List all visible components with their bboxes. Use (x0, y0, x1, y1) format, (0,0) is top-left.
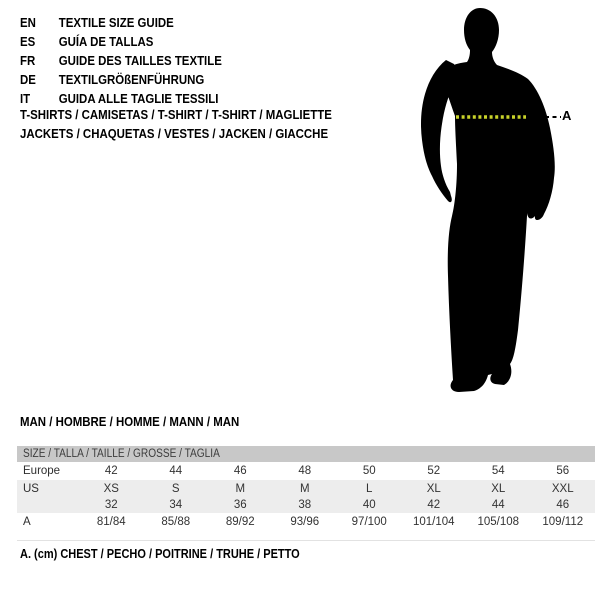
size-cell: 40 (362, 499, 376, 511)
size-table (17, 446, 595, 531)
table-row-us (17, 480, 595, 497)
size-cell: XXL (551, 482, 574, 495)
category-lines (20, 105, 374, 143)
size-cell: M (235, 482, 246, 495)
size-cell: 42 (427, 499, 441, 511)
man-silhouette-icon (398, 4, 568, 394)
size-cell: XL (426, 482, 441, 495)
size-cell: 46 (233, 465, 247, 477)
language-title: TEXTILE SIZE GUIDE (58, 15, 174, 30)
size-cell: XS (103, 482, 119, 495)
language-list (20, 13, 249, 108)
size-cell: 105/108 (477, 516, 520, 528)
category-jackets: JACKETS / CHAQUETAS / VESTES / JACKEN / GIACCHE (20, 126, 329, 141)
size-cell: 109/112 (542, 516, 584, 528)
size-cell: 46 (556, 499, 570, 511)
size-cell: 93/96 (290, 516, 320, 528)
size-cell: 48 (298, 465, 312, 477)
language-code: ES (20, 34, 36, 49)
language-code: EN (20, 15, 36, 30)
size-cell: 89/92 (225, 516, 255, 528)
size-cell: XL (491, 482, 506, 495)
size-cell: 44 (169, 465, 183, 477)
size-table-header: SIZE / TALLA / TAILLE / GRÖSSE / TAGLIA (17, 446, 595, 462)
size-cell: 38 (298, 499, 312, 511)
table-row-europe (17, 462, 595, 480)
language-title: GUÍA DE TALLAS (58, 34, 154, 49)
size-cell: 54 (491, 465, 505, 477)
language-title: GUIDE DES TAILLES TEXTILE (58, 53, 222, 68)
language-row-en (20, 13, 249, 32)
row-label: US (23, 482, 39, 495)
language-row-es (20, 32, 249, 51)
man-silhouette-figure (398, 4, 568, 394)
measurement-footnote: A. (cm) CHEST / PECHO / POITRINE / TRUHE / PETTO (20, 547, 300, 561)
table-row-us-numeric (17, 497, 595, 513)
row-label: Europe (23, 465, 61, 477)
size-cell: 36 (233, 499, 247, 511)
size-cell: 97/100 (351, 516, 387, 528)
size-cell: 81/84 (96, 516, 126, 528)
size-cell: 44 (491, 499, 505, 511)
language-code: FR (20, 53, 36, 68)
measure-label-a: A (562, 108, 572, 123)
size-cell: 32 (104, 499, 118, 511)
size-cell: 52 (427, 465, 441, 477)
size-cell: 85/88 (161, 516, 191, 528)
language-title: GUIDA ALLE TAGLIE TESSILI (58, 91, 219, 106)
table-row-chest-cm (17, 513, 595, 531)
section-title-man: MAN / HOMBRE / HOMME / MANN / MAN (20, 414, 240, 429)
row-label: A (23, 516, 31, 528)
language-row-fr (20, 51, 249, 70)
size-cell: S (171, 482, 180, 495)
size-cell: 101/104 (412, 516, 455, 528)
size-cell: 50 (362, 465, 376, 477)
size-cell: 42 (104, 465, 118, 477)
language-code: DE (20, 72, 36, 87)
size-cell: 56 (556, 465, 570, 477)
language-title: TEXTILGRÖßENFÜHRUNG (58, 72, 205, 87)
size-cell: M (299, 482, 310, 495)
table-bottom-rule (17, 540, 595, 541)
size-cell: L (366, 482, 373, 495)
language-code: IT (20, 91, 31, 106)
language-row-de (20, 70, 249, 89)
category-tshirts: T-SHIRTS / CAMISETAS / T-SHIRT / T-SHIRT / MAGLIETTE (20, 107, 332, 122)
size-cell: 34 (169, 499, 183, 511)
